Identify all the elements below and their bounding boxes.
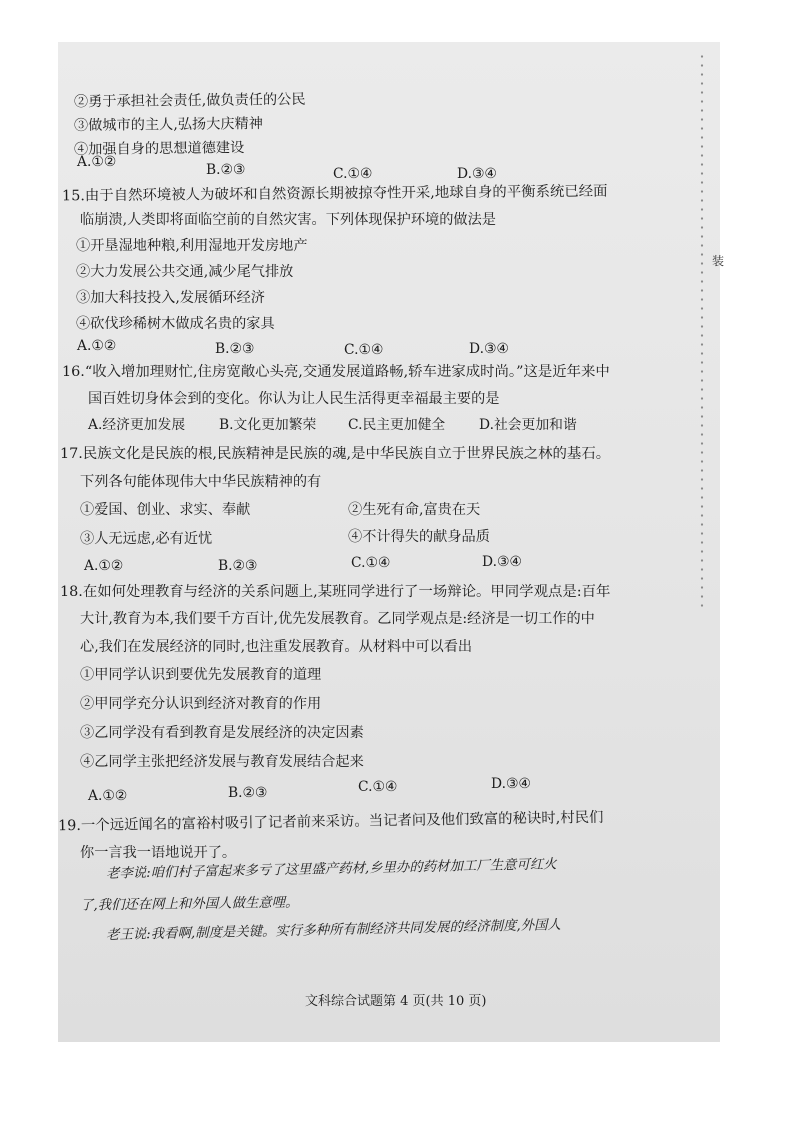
q17-item-4: ④不计得失的献身品质: [348, 529, 490, 545]
q15-option-d: D.③④: [469, 341, 509, 357]
q18-option-c: C.①④: [358, 779, 398, 795]
q17-item-1: ①爱国、创业、求实、奉献: [80, 502, 251, 518]
q16-option-a: A.经济更加发展: [88, 417, 186, 433]
q14-option-d: D.③④: [457, 166, 497, 182]
q14-item-3: ③做城市的主人,弘扬大庆精神: [73, 116, 264, 134]
q19-lao-li-line-1: 老李说:咱们村子富起来多亏了这里盛产药材,乡里办的药材加工厂生意可红火: [105, 857, 557, 882]
q18-stem-line-1: 18.在如何处理教育与经济的关系问题上,某班同学进行了一场辩论。甲同学观点是:百年: [60, 584, 611, 600]
q19-lao-li-line-2: 了,我们还在网上和外国人做生意哩。: [79, 895, 299, 914]
q18-stem-line-3: 心,我们在发展经济的同时,也注重发展教育。从材料中可以看出: [80, 639, 473, 655]
q16-stem-line-1: 16.“收入增加理财忙,住房宽敞心头亮,交通发展道路畅,轿车进家成时尚。”这是近年来中: [62, 364, 610, 380]
q17-option-b: B.②③: [218, 558, 258, 574]
q15-option-c: C.①④: [344, 342, 384, 358]
binding-mark: 装: [712, 254, 725, 268]
q18-item-3: ③乙同学没有看到教育是发展经济的决定因素: [80, 725, 364, 741]
q18-option-a: A.①②: [88, 788, 128, 804]
q18-item-1: ①甲同学认识到要优先发展教育的道理: [80, 667, 322, 683]
q15-option-b: B.②③: [215, 341, 255, 357]
q14-item-4: ④加强自身的思想道德建设: [73, 140, 245, 158]
q15-option-a: A.①②: [77, 338, 117, 354]
q16-option-b: B.文化更加繁荣: [219, 417, 317, 433]
q17-option-d: D.③④: [482, 554, 522, 570]
q14-option-c: C.①④: [333, 166, 373, 182]
q14-option-a: A.①②: [77, 154, 117, 170]
page-footer: 文科综合试题第 4 页(共 10 页): [305, 994, 487, 1009]
q19-lao-wang-line-1: 老王说:我看啊,制度是关键。实行多种所有制经济共同发展的经济制度,外国人: [105, 917, 562, 944]
q17-item-3: ③人无远虑,必有近忧: [80, 531, 213, 547]
q18-item-4: ④乙同学主张把经济发展与教育发展结合起来: [80, 754, 364, 770]
q17-option-a: A.①②: [84, 558, 124, 574]
q18-option-d: D.③④: [491, 776, 531, 792]
q19-stem-line-2: 你一言我一语地说开了。: [80, 845, 237, 861]
q17-stem-line-2: 下列各句能体现伟大中华民族精神的有: [80, 474, 322, 490]
q15-item-4: ④砍伐珍稀树木做成名贵的家具: [76, 316, 275, 332]
q16-stem-line-2: 国百姓切身体会到的变化。你认为让人民生活得更幸福最主要的是: [88, 391, 500, 407]
q15-item-3: ③加大科技投入,发展循环经济: [76, 290, 265, 306]
q17-item-2: ②生死有命,富贵在天: [348, 502, 481, 518]
q14-item-2: ②勇于承担社会责任,做负责任的公民: [73, 91, 306, 111]
q16-option-d: D.社会更加和谐: [479, 417, 577, 433]
q17-stem-line-1: 17.民族文化是民族的根,民族精神是民族的魂,是中华民族自立于世界民族之林的基石。: [60, 446, 611, 462]
q18-option-b: B.②③: [228, 785, 268, 801]
q18-stem-line-2: 大计,教育为本,我们要千方百计,优先发展教育。乙同学观点是:经济是一切工作的中: [80, 611, 595, 627]
q15-stem-line-2: 临崩溃,人类即将面临空前的自然灾害。下列体现保护环境的做法是: [80, 212, 496, 228]
q19-stem-line-1: 19.一个远近闻名的富裕村吸引了记者前来采访。当记者问及他们致富的秘诀时,村民们: [57, 809, 604, 835]
q14-option-b: B.②③: [206, 162, 246, 178]
q15-stem-line-1: 15.由于自然环境被人为破坏和自然资源长期被掠夺性开采,地球自身的平衡系统已经面: [61, 183, 608, 205]
q16-option-c: C.民主更加健全: [348, 417, 446, 433]
q15-item-1: ①开垦湿地种粮,利用湿地开发房地产: [76, 238, 308, 254]
q17-option-c: C.①④: [351, 555, 391, 571]
binding-dotted-line: [700, 52, 704, 612]
q18-item-2: ②甲同学充分认识到经济对教育的作用: [80, 696, 322, 712]
q15-item-2: ②大力发展公共交通,减少尾气排放: [76, 264, 294, 280]
